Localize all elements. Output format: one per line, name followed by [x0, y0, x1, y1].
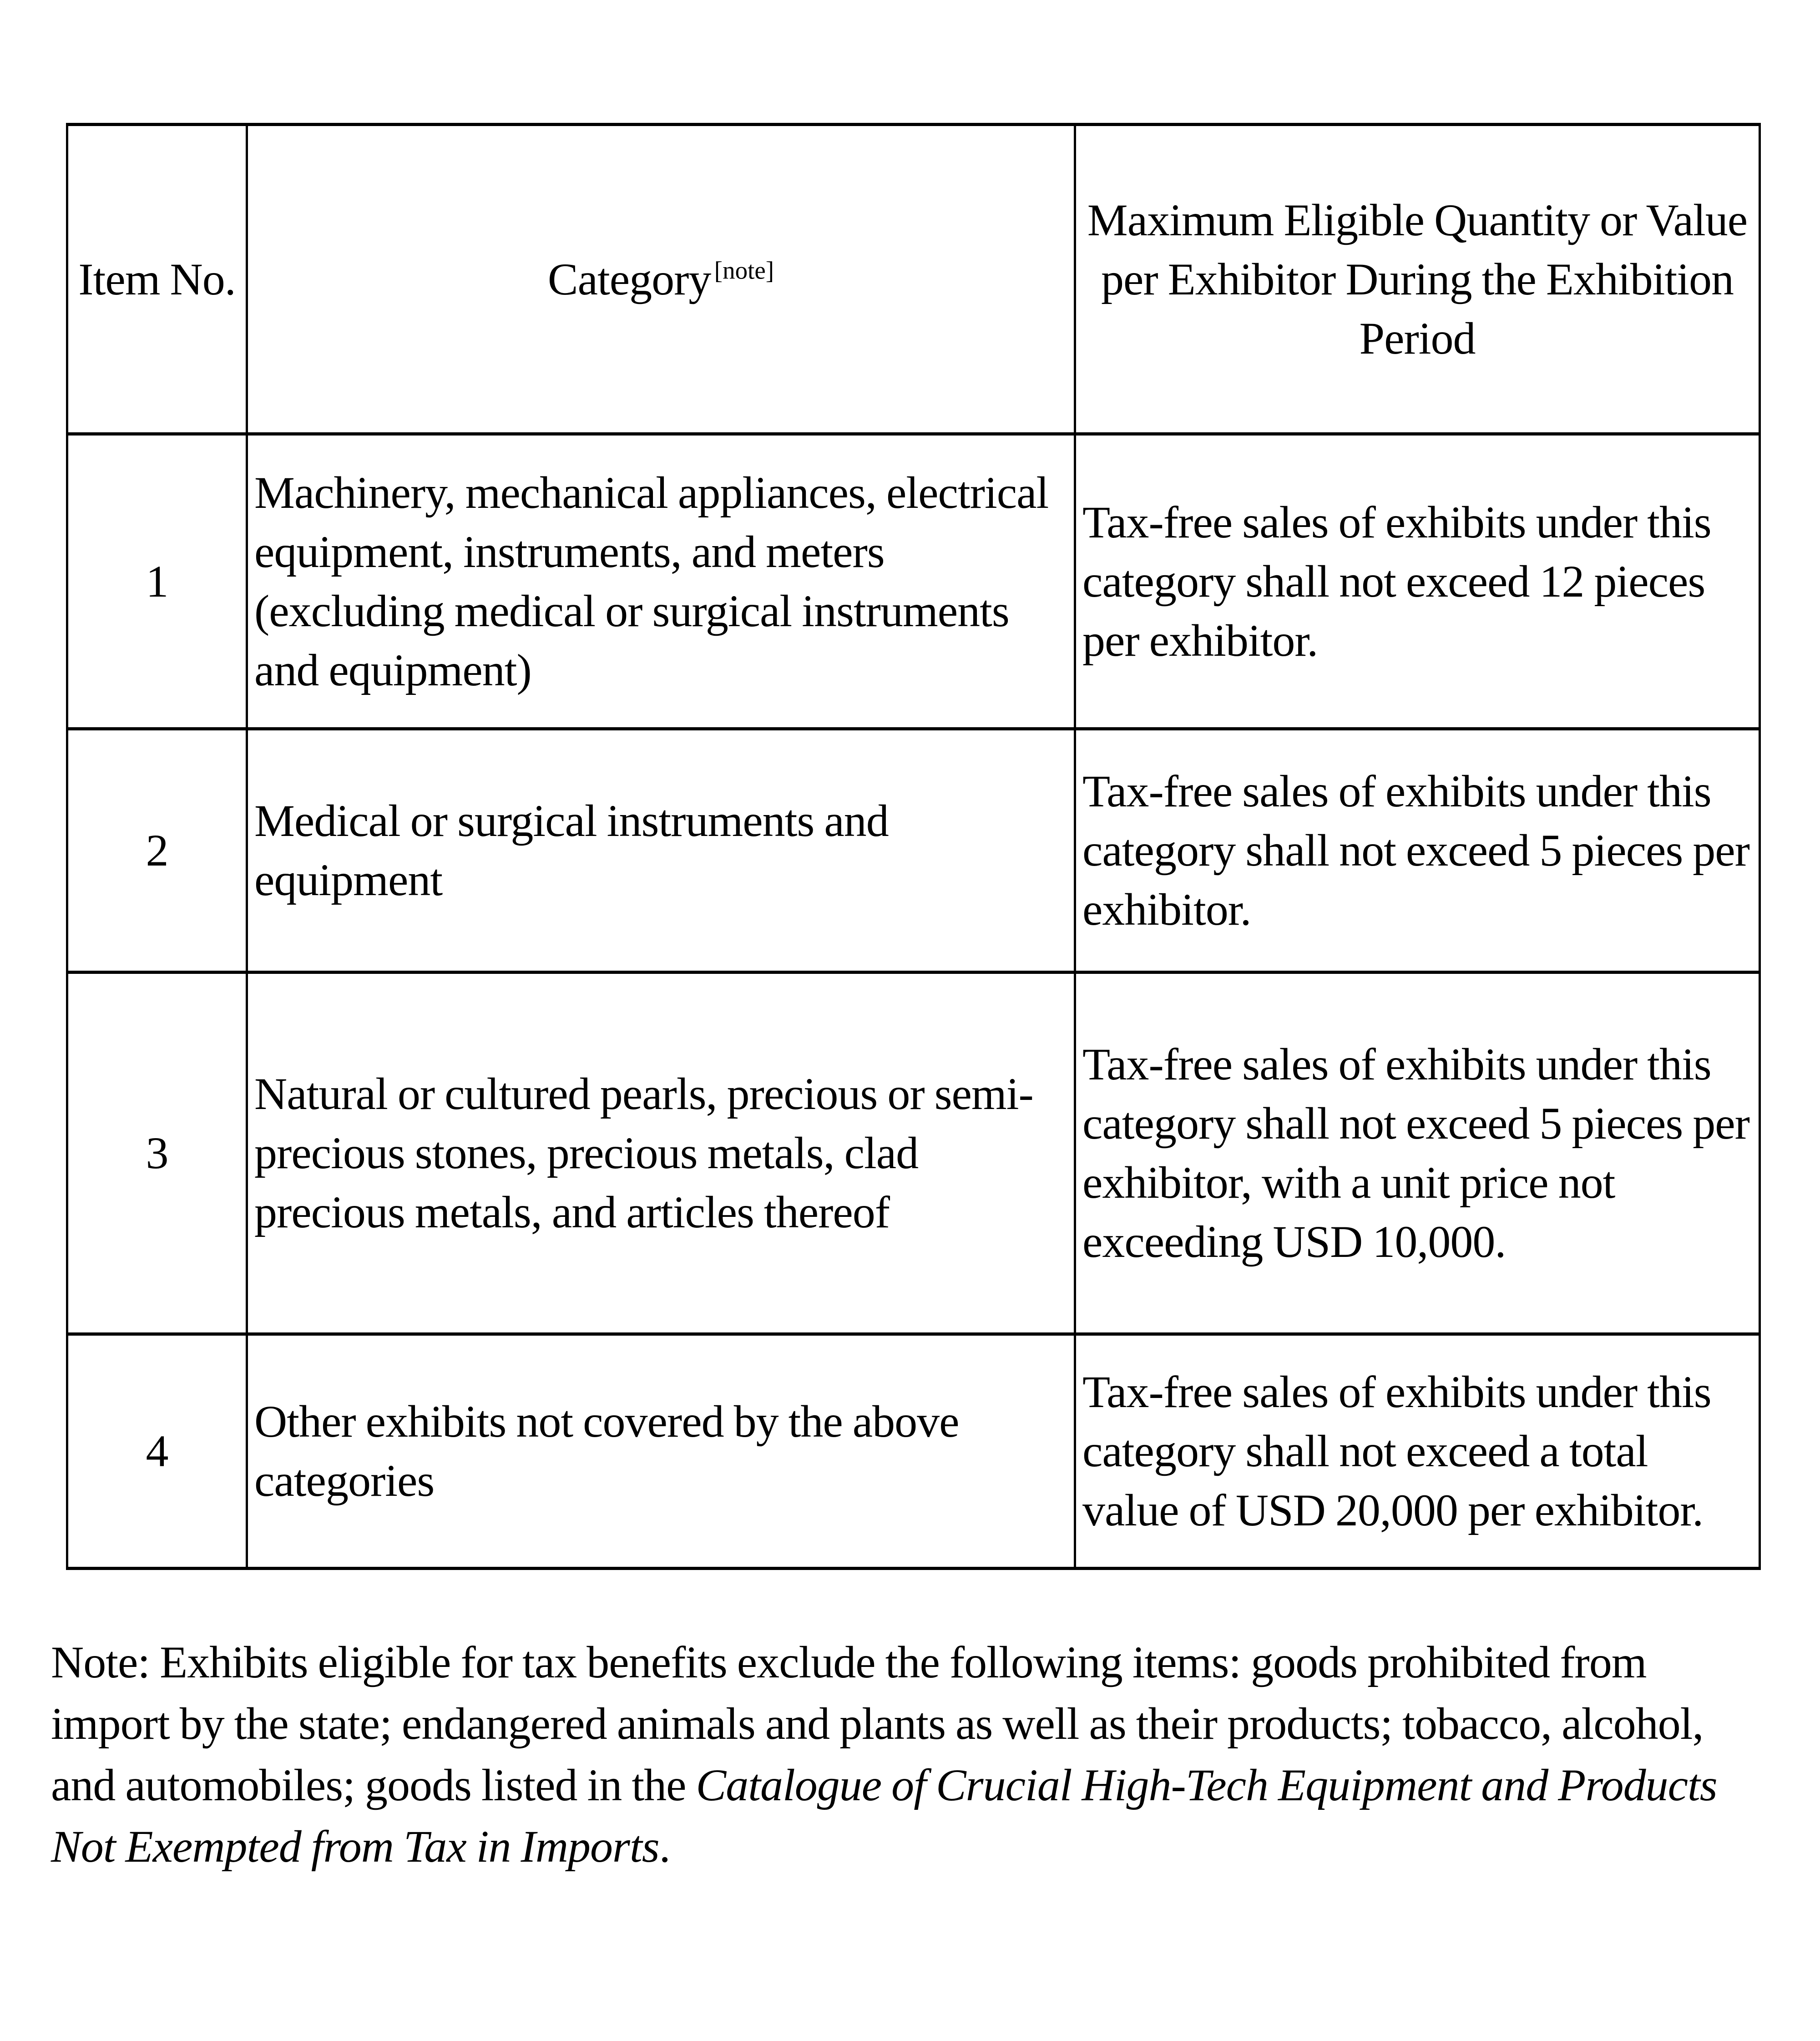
cell-category: Medical or surgical instruments and equipment	[247, 729, 1075, 972]
note-text: Note: Exhibits eligible for tax benefits exclude the following items: goods prohibited from import by the state; endangered animals and plants as well as their products; tobacco, alcohol, and automobiles; goods listed in the	[51, 1637, 1704, 1810]
cell-limit: Tax-free sales of exhibits under this category shall not exceed 5 pieces per exhibitor, with a unit price not exceeding USD 10,000.	[1075, 972, 1760, 1334]
note-italic-catalogue-title: Catalogue of Crucial High-Tech Equipment and Products Not Exempted from Tax in Imports	[51, 1760, 1717, 1872]
category-note-superscript: [note]	[714, 256, 774, 284]
note-paragraph	[51, 1631, 1769, 1877]
table-row	[67, 729, 1760, 972]
cell-limit: Tax-free sales of exhibits under this category shall not exceed a total value of USD 20,000 per exhibitor.	[1075, 1334, 1760, 1569]
table-row	[67, 1334, 1760, 1569]
header-category-label: Category	[547, 253, 711, 304]
header-item-no-label: Item No.	[78, 253, 236, 304]
cell-limit: Tax-free sales of exhibits under this category shall not exceed 12 pieces per exhibitor.	[1075, 434, 1760, 729]
cell-item-no: 2	[67, 729, 247, 972]
cell-category: Natural or cultured pearls, precious or semi-precious stones, precious metals, clad precious metals, and articles thereof	[247, 972, 1075, 1334]
cell-limit: Tax-free sales of exhibits under this category shall not exceed 5 pieces per exhibitor.	[1075, 729, 1760, 972]
cell-category: Machinery, mechanical appliances, electrical equipment, instruments, and meters (excluding medical or surgical instruments and equipment)	[247, 434, 1075, 729]
header-max-quantity-label: Maximum Eligible Quantity or Value per Exhibitor During the Exhibition Period	[1087, 194, 1748, 364]
exhibits-limits-table	[66, 123, 1761, 1570]
note-suffix: .	[659, 1821, 670, 1872]
table-row	[67, 972, 1760, 1334]
header-cell-max-quantity	[1075, 125, 1760, 434]
cell-category: Other exhibits not covered by the above categories	[247, 1334, 1075, 1569]
table-row	[67, 434, 1760, 729]
header-cell-category	[247, 125, 1075, 434]
cell-item-no: 1	[67, 434, 247, 729]
cell-item-no: 3	[67, 972, 247, 1334]
table-header-row	[67, 125, 1760, 434]
cell-item-no: 4	[67, 1334, 247, 1569]
header-cell-item-no	[67, 125, 247, 434]
